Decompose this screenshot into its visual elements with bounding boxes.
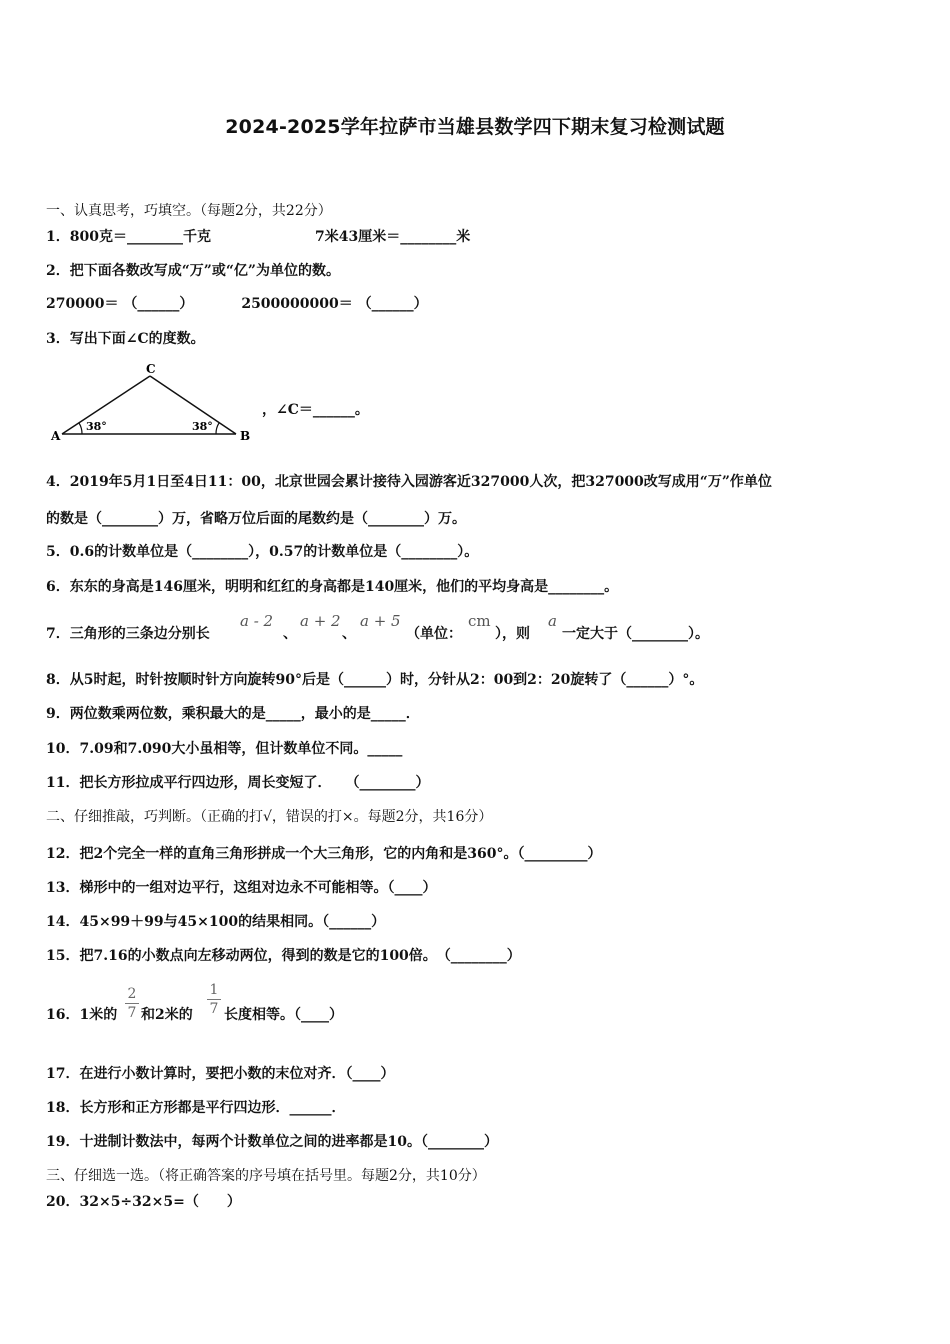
section-2-heading: 二、仔细推敲，巧判断。（正确的打√，错误的打×。每题2分，共16分） xyxy=(46,809,493,825)
question-4-line-1: 4．2019年5月1日至4日11：00，北京世园会累计接待入园游客近327000人次，把327000改写成用“万”作单位 xyxy=(46,474,772,490)
triangle-figure xyxy=(46,360,266,450)
vertex-label-c: C xyxy=(146,362,156,376)
question-15: 15．把7.16的小数点向左移动两位，得到的数是它的100倍。 （________） xyxy=(46,948,521,964)
question-18: 18．长方形和正方形都是平行四边形．______． xyxy=(46,1100,346,1116)
page-title: 2024-2025学年拉萨市当雄县数学四下期末复习检测试题 xyxy=(225,116,725,138)
question-12: 12．把2个完全一样的直角三角形拼成一个大三角形，它的内角和是360°。（_________） xyxy=(46,846,602,862)
question-7-unit-close: ），则 xyxy=(495,626,530,642)
question-10: 10．7.09和7.090大小虽相等，但计数单位不同。_____ xyxy=(46,741,403,757)
question-4-line-2: 的数是（________）万，省略万位后面的尾数约是（________）万。 xyxy=(46,511,466,527)
question-2: 2．把下面各数改写成“万”或“亿”为单位的数。 xyxy=(46,263,340,279)
vertex-label-b: B xyxy=(240,429,251,443)
vertex-label-a: A xyxy=(51,429,61,443)
question-9: 9．两位数乘两位数，乘积最大的是_____，最小的是_____． xyxy=(46,706,420,722)
fraction-2-denominator: 7 xyxy=(209,1001,219,1017)
question-11: 11．把长方形拉成平行四边形，周长变短了． （________） xyxy=(46,775,430,791)
question-1-part-a: 1．800克＝________千克 xyxy=(46,229,211,245)
question-16-fraction-1 xyxy=(125,986,139,1021)
question-7-expr-2: a + 2 xyxy=(300,612,341,630)
question-6: 6．东东的身高是146厘米，明明和红红的身高都是140厘米，他们的平均身高是________。 xyxy=(46,579,619,595)
question-2-answers xyxy=(46,295,428,313)
question-8: 8．从5时起，时针按顺时针方向旋转90°后是（______）时，分针从2：00到2：20旋转了（______）°。 xyxy=(46,672,704,688)
question-16-fraction-2 xyxy=(207,982,221,1017)
fraction-2-numerator: 1 xyxy=(209,982,219,998)
angle-b-label: 38° xyxy=(192,420,213,433)
question-3: 3．写出下面∠C的度数。 xyxy=(46,331,205,347)
question-13: 13．梯形中的一组对边平行，这组对边永不可能相等。（____） xyxy=(46,880,437,896)
fraction-1-denominator: 7 xyxy=(127,1005,137,1021)
question-16-text-end: 长度相等。（____） xyxy=(224,1007,343,1023)
question-7-variable: a xyxy=(548,612,557,630)
question-1-part-b: 7米43厘米＝________米 xyxy=(314,229,471,245)
question-7-sep-1: 、 xyxy=(283,626,297,642)
question-2-part-b: 2500000000＝ （______） xyxy=(241,296,428,312)
question-14: 14．45×99＋99与45×100的结果相同。（______） xyxy=(46,914,386,930)
section-1-heading: 一、认真思考，巧填空。（每题2分，共22分） xyxy=(46,203,332,219)
question-16-text-middle: 和2米的 xyxy=(141,1007,193,1023)
question-7-expr-3: a + 5 xyxy=(360,612,401,630)
fraction-1-numerator: 2 xyxy=(127,986,137,1002)
question-3-answer: ，∠C＝______。 xyxy=(262,402,369,418)
question-7-text-end: 一定大于（________）。 xyxy=(562,626,709,642)
question-16-text-start: 16．1米的 xyxy=(46,1007,118,1023)
question-5: 5．0.6的计数单位是（________），0.57的计数单位是（________）。 xyxy=(46,544,479,560)
angle-a-label: 38° xyxy=(86,420,107,433)
question-17: 17．在进行小数计算时，要把小数的末位对齐．（____） xyxy=(46,1066,395,1082)
section-3-heading: 三、仔细选一选。（将正确答案的序号填在括号里。每题2分，共10分） xyxy=(46,1168,486,1184)
question-1 xyxy=(46,228,470,246)
question-7-text-start: 7．三角形的三条边分别长 xyxy=(46,626,210,642)
question-7-expr-1: a - 2 xyxy=(240,612,274,630)
question-2-part-a: 270000＝ （______） xyxy=(46,296,194,312)
question-7-sep-2: 、 xyxy=(342,626,356,642)
question-19: 19．十进制计数法中，每两个计数单位之间的进率都是10。（________） xyxy=(46,1134,498,1150)
question-7-unit: cm xyxy=(468,612,491,630)
question-7-unit-open: （单位： xyxy=(406,626,462,642)
question-20: 20．32×5÷32×5=（ ） xyxy=(46,1194,241,1210)
